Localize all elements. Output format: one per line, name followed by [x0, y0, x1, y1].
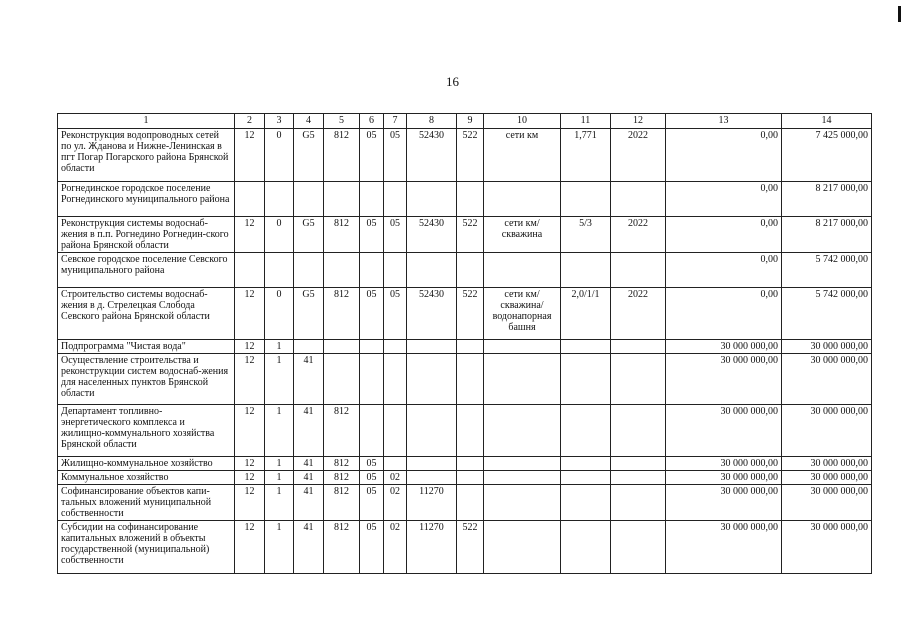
table-cell: 1 — [265, 521, 294, 574]
table-cell: 41 — [294, 354, 324, 405]
table-cell: 30 000 000,00 — [782, 340, 872, 354]
table-cell: 0,00 — [666, 217, 782, 253]
page-number: 16 — [446, 74, 459, 89]
header-cell: 9 — [457, 114, 484, 129]
table-cell: 2,0/1/1 — [561, 288, 611, 340]
table-cell — [561, 182, 611, 217]
table-cell — [294, 182, 324, 217]
table-cell: G5 — [294, 288, 324, 340]
table-cell — [235, 182, 265, 217]
table-cell — [611, 253, 666, 288]
table-cell: 812 — [324, 521, 360, 574]
table-cell: 02 — [384, 471, 407, 485]
table-cell: 522 — [457, 129, 484, 182]
table-cell — [457, 485, 484, 521]
table-cell: G5 — [294, 217, 324, 253]
table-cell: 41 — [294, 521, 324, 574]
row-label-cell: Осуществление строительства и реконструкции систем водоснаб-жения для населенных пунктов Брянской области — [58, 354, 235, 405]
table-cell — [457, 457, 484, 471]
table-cell: 05 — [360, 129, 384, 182]
table-row — [58, 340, 872, 354]
table-cell: 812 — [324, 129, 360, 182]
header-cell: 11 — [561, 114, 611, 129]
table-cell — [384, 354, 407, 405]
table-cell — [407, 253, 457, 288]
table-cell — [484, 354, 561, 405]
table-body — [58, 129, 872, 574]
table-cell — [360, 182, 384, 217]
header-cell: 8 — [407, 114, 457, 129]
table-cell: 2022 — [611, 288, 666, 340]
header-cell: 14 — [782, 114, 872, 129]
row-label-cell: Жилищно-коммунальное хозяйство — [58, 457, 235, 471]
table-cell: 12 — [235, 340, 265, 354]
table-cell: 11270 — [407, 485, 457, 521]
table-cell: 812 — [324, 457, 360, 471]
table-cell — [484, 485, 561, 521]
table-cell: 812 — [324, 288, 360, 340]
table-cell: 30 000 000,00 — [666, 471, 782, 485]
table-cell — [561, 457, 611, 471]
edge-mark — [898, 6, 901, 22]
table-row — [58, 471, 872, 485]
table-cell — [561, 471, 611, 485]
table-cell: 30 000 000,00 — [666, 340, 782, 354]
table-cell — [611, 340, 666, 354]
table-cell: 02 — [384, 485, 407, 521]
header-cell: 13 — [666, 114, 782, 129]
header-cell: 6 — [360, 114, 384, 129]
table-cell — [407, 405, 457, 457]
row-label-cell: Подпрограмма "Чистая вода" — [58, 340, 235, 354]
table-cell — [457, 354, 484, 405]
table-cell: 0 — [265, 217, 294, 253]
table-cell: 0 — [265, 129, 294, 182]
table-cell — [407, 340, 457, 354]
table-row — [58, 457, 872, 471]
table-cell — [484, 405, 561, 457]
table-cell — [561, 405, 611, 457]
table-cell: 12 — [235, 457, 265, 471]
header-cell: 4 — [294, 114, 324, 129]
table-cell: 30 000 000,00 — [782, 457, 872, 471]
table-cell — [407, 471, 457, 485]
table-cell — [484, 521, 561, 574]
table-cell: 05 — [360, 457, 384, 471]
table-cell — [561, 485, 611, 521]
table-cell — [484, 340, 561, 354]
table-cell: 1 — [265, 457, 294, 471]
table-cell: 30 000 000,00 — [782, 485, 872, 521]
table-row — [58, 253, 872, 288]
table-cell: 7 425 000,00 — [782, 129, 872, 182]
table-cell: 522 — [457, 288, 484, 340]
table-cell — [407, 457, 457, 471]
table-cell: 0,00 — [666, 288, 782, 340]
table-cell: сети км/ скважина/ водонапорная башня — [484, 288, 561, 340]
table-cell: 1 — [265, 405, 294, 457]
table-cell — [457, 471, 484, 485]
table-cell — [360, 405, 384, 457]
table-cell: 05 — [360, 521, 384, 574]
table-cell — [265, 253, 294, 288]
table-cell: 52430 — [407, 129, 457, 182]
table-cell — [561, 253, 611, 288]
table-cell: 05 — [360, 217, 384, 253]
table-cell: 8 217 000,00 — [782, 182, 872, 217]
row-label-cell: Софинансирование объектов капи-тальных вложений муниципальной собственности — [58, 485, 235, 521]
table-cell: сети км/ скважина — [484, 217, 561, 253]
table-cell: 522 — [457, 521, 484, 574]
budget-table — [57, 113, 872, 574]
table-cell — [235, 253, 265, 288]
table-cell: 41 — [294, 485, 324, 521]
table-cell — [360, 253, 384, 288]
table-cell: 1 — [265, 485, 294, 521]
table-cell — [611, 457, 666, 471]
table-cell: 0,00 — [666, 253, 782, 288]
table-cell: 0,00 — [666, 182, 782, 217]
table-cell: 52430 — [407, 217, 457, 253]
table-cell — [324, 354, 360, 405]
table-cell: 522 — [457, 217, 484, 253]
table-cell — [611, 471, 666, 485]
table-cell — [611, 521, 666, 574]
table-cell: 30 000 000,00 — [782, 354, 872, 405]
table-cell — [324, 253, 360, 288]
table-cell: 05 — [360, 288, 384, 340]
table-cell — [360, 340, 384, 354]
row-label-cell: Департамент топливно-энергетического комплекса и жилищно-коммунального хозяйства Брянской области — [58, 405, 235, 457]
header-cell: 10 — [484, 114, 561, 129]
row-label-cell: Коммунальное хозяйство — [58, 471, 235, 485]
row-label-cell: Строительство системы водоснаб-жения в д. Стрелецкая Слобода Севского района Брянской области — [58, 288, 235, 340]
header-row — [58, 114, 872, 129]
table-cell — [484, 253, 561, 288]
table-cell: 12 — [235, 521, 265, 574]
table-row — [58, 354, 872, 405]
table-cell: 11270 — [407, 521, 457, 574]
table-row — [58, 288, 872, 340]
table-cell — [611, 354, 666, 405]
row-label-cell: Реконструкция водопроводных сетей по ул. Жданова и Нижне-Ленинская в пгт Погар Погарского района Брянской области — [58, 129, 235, 182]
table-cell: 12 — [235, 405, 265, 457]
table-cell — [457, 405, 484, 457]
table-cell: 05 — [384, 129, 407, 182]
table-cell: 41 — [294, 405, 324, 457]
row-label-cell: Реконструкция системы водоснаб-жения в п.п. Рогнедино Рогнедин-ского района Брянской области — [58, 217, 235, 253]
table-cell — [561, 354, 611, 405]
table-cell — [324, 182, 360, 217]
table-cell: 5/3 — [561, 217, 611, 253]
table-cell: 1 — [265, 471, 294, 485]
table-cell: 05 — [360, 485, 384, 521]
table-cell — [611, 405, 666, 457]
table-row — [58, 485, 872, 521]
table-cell: 2022 — [611, 129, 666, 182]
table-cell: сети км — [484, 129, 561, 182]
table-cell: 30 000 000,00 — [782, 521, 872, 574]
table-cell: 5 742 000,00 — [782, 288, 872, 340]
header-cell: 3 — [265, 114, 294, 129]
header-cell: 2 — [235, 114, 265, 129]
header-cell: 5 — [324, 114, 360, 129]
table-cell: 30 000 000,00 — [666, 354, 782, 405]
table-row — [58, 217, 872, 253]
table-cell: 0 — [265, 288, 294, 340]
table-cell: 12 — [235, 485, 265, 521]
table-cell: 12 — [235, 129, 265, 182]
table-cell — [561, 521, 611, 574]
table-cell: 5 742 000,00 — [782, 253, 872, 288]
table-cell — [407, 354, 457, 405]
table-cell: 812 — [324, 217, 360, 253]
table-cell: 8 217 000,00 — [782, 217, 872, 253]
table-cell — [484, 471, 561, 485]
table-cell: 1 — [265, 340, 294, 354]
table-cell — [384, 253, 407, 288]
table-row — [58, 129, 872, 182]
table-cell — [611, 182, 666, 217]
table-cell: G5 — [294, 129, 324, 182]
table-cell — [384, 457, 407, 471]
header-cell: 7 — [384, 114, 407, 129]
row-label-cell: Севское городское поселение Севского муниципального района — [58, 253, 235, 288]
table-cell — [360, 354, 384, 405]
table-cell — [294, 253, 324, 288]
table-row — [58, 405, 872, 457]
table-cell — [457, 340, 484, 354]
table-cell — [324, 340, 360, 354]
table-cell: 02 — [384, 521, 407, 574]
table-cell: 812 — [324, 485, 360, 521]
table-cell: 12 — [235, 354, 265, 405]
row-label-cell: Рогнединское городское поселение Рогнединского муниципального района — [58, 182, 235, 217]
header-cell: 12 — [611, 114, 666, 129]
table-cell — [484, 182, 561, 217]
table-cell: 0,00 — [666, 129, 782, 182]
table-cell: 05 — [384, 288, 407, 340]
table-cell: 812 — [324, 471, 360, 485]
table-cell — [611, 485, 666, 521]
header-cell: 1 — [58, 114, 235, 129]
table-cell: 05 — [384, 217, 407, 253]
table-cell — [457, 253, 484, 288]
table-cell — [561, 340, 611, 354]
table-cell — [484, 457, 561, 471]
table-cell: 41 — [294, 471, 324, 485]
table-cell: 1,771 — [561, 129, 611, 182]
table-cell — [384, 405, 407, 457]
table-row — [58, 521, 872, 574]
table-cell: 30 000 000,00 — [666, 405, 782, 457]
table-cell: 12 — [235, 471, 265, 485]
table-cell: 12 — [235, 288, 265, 340]
table-cell: 1 — [265, 354, 294, 405]
table-cell: 30 000 000,00 — [666, 485, 782, 521]
table-cell: 30 000 000,00 — [782, 405, 872, 457]
table-cell: 30 000 000,00 — [666, 521, 782, 574]
table-cell: 41 — [294, 457, 324, 471]
table-cell: 52430 — [407, 288, 457, 340]
table-cell: 30 000 000,00 — [782, 471, 872, 485]
table-cell — [294, 340, 324, 354]
table-cell: 812 — [324, 405, 360, 457]
table-cell: 05 — [360, 471, 384, 485]
table-cell — [384, 182, 407, 217]
table-cell: 12 — [235, 217, 265, 253]
table-cell — [407, 182, 457, 217]
row-label-cell: Субсидии на софинансирование капитальных вложений в объекты государственной (муниципальной) собственности — [58, 521, 235, 574]
table-cell — [384, 340, 407, 354]
table-row — [58, 182, 872, 217]
table-cell: 30 000 000,00 — [666, 457, 782, 471]
table-cell — [457, 182, 484, 217]
table-cell: 2022 — [611, 217, 666, 253]
table-cell — [265, 182, 294, 217]
